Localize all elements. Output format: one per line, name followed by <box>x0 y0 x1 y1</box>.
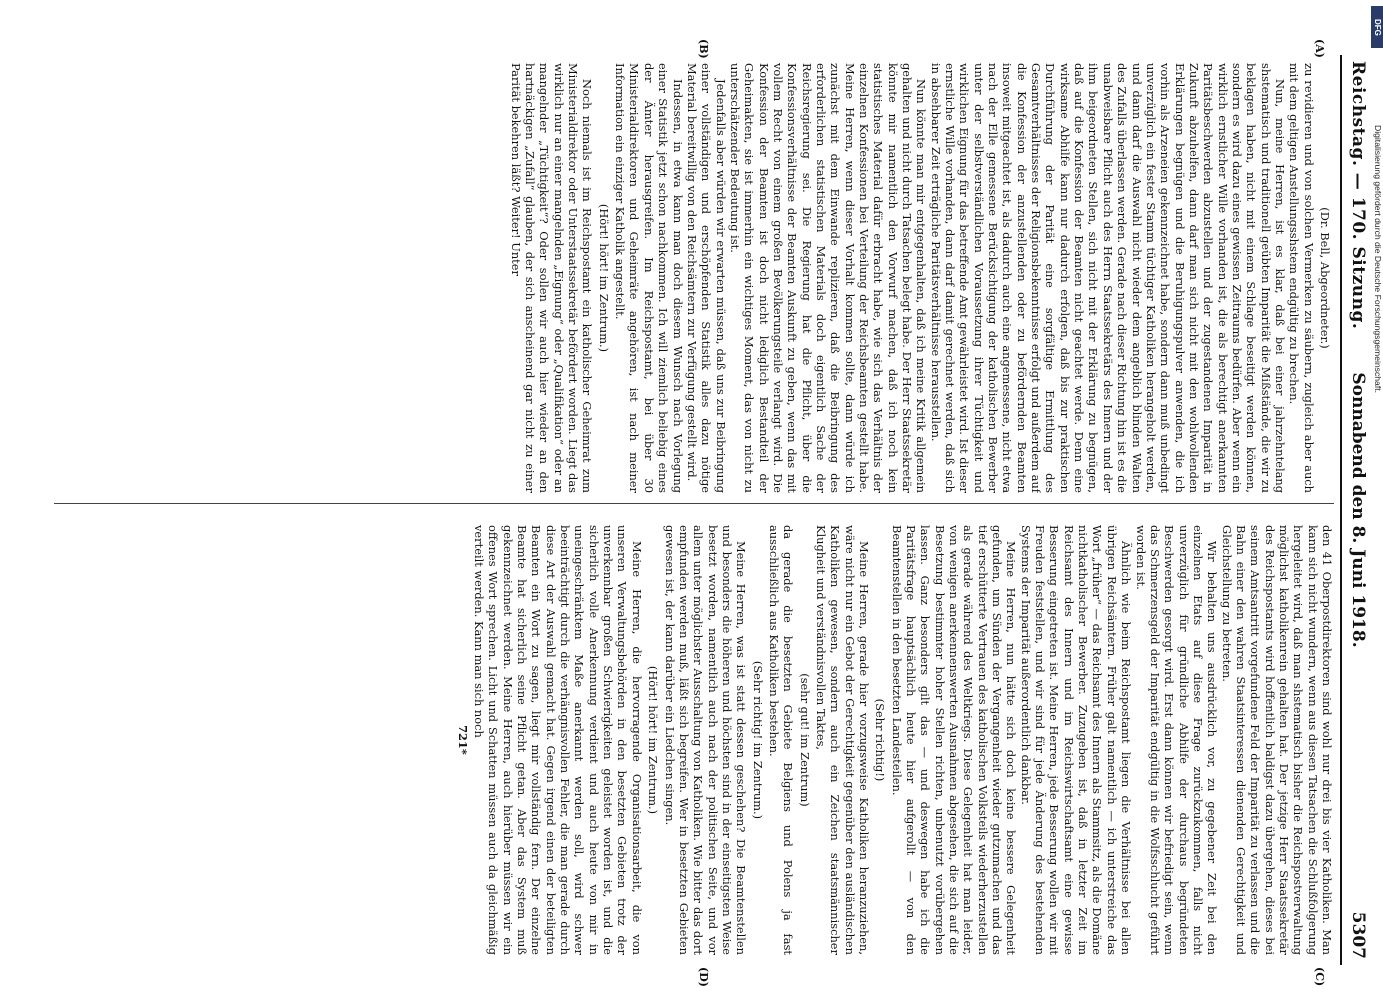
paragraph: Nun könnte man mir entgegenhalten, daß ich meine Kritik allgemein gehalten und nicht durch Tatsachen belegt habe. Der Herr Staatssekretär könnte mir namentlich den Vorwurf machen, daß ich noch kein statistisches Material dafür erbracht habe, wie sich das Verhältnis der einzelnen Konfessionen bei Verteilung der Reichsbeamten gestellt habe. Meine Herren, wenn dieser Vorhalt kommen sollte, dann würde ich zunächst mit dem Einwande replizieren, daß die Beibringung des erforderlichen statistischen Materials doch eigentlich Sache der Reichsregierung sei. Die Regierung hat die Pflicht, über die Konfessionsverhältnisse der Beamten Auskunft zu geben, wenn das mit vollem Recht von einem großen Bevölkerungsteile verlangt wird. Die Konfession der Beamten ist doch nicht lediglich Bestandteil der Geheimakten, sie ist immerhin ein wichtiges Moment, das von nicht zu unterschätzender Bedeutung ist. <box>727 63 929 493</box>
margin-mark-b: (B) <box>697 39 710 59</box>
paragraph: da gerade die besetzten Gebiete Belgiens und Polens ja fast ausschließlich aus Katholiken bestehen. <box>766 525 796 955</box>
interjection: (Sehr richtig!) <box>873 698 888 782</box>
document-page <box>40 39 1370 987</box>
interjection: (sehr gut! im Zentrum) <box>797 673 812 807</box>
speaker-note: (Dr. Bell, Abgeordneter.) <box>1318 207 1332 349</box>
header-page-number: 5307 <box>1348 911 1368 959</box>
paragraph: Meine Herren, nun hätte sich doch keine bessere Gelegenheit gefunden, um Sünden der Vergangenheit wieder gutzumachen und das tief erschütterte Vertrauen des katholischen Volksteils wiederherzustellen als gerade während des Weltkriegs. Diese Gelegenheit hat man leider, von wenigen anerkennenswerten Ausnahmen abgesehen, die sich auf die Besetzung bestimmter hoher Stellen richten, unbenutzt vorübergehen lassen. Ganz besonders gilt das — und deswegen habe ich die Paritätsfrage hauptsächlich heute hier aufgerollt — von den Beamtenstellen in den besetzten Landesteilen. <box>889 525 1019 955</box>
left-column <box>49 63 1334 493</box>
page-header <box>1344 55 1370 965</box>
paragraph: Jedenfalls aber würden wir erwarten müssen, daß uns zur Beibringung einer vollständigen und erschöpfenden Statistik alles dazu nötige Material bereitwillig von den Reichsämtern zur Verfügung gestellt wird. <box>684 63 728 493</box>
paragraph: Meine Herren, was ist statt dessen geschehen? Die Beamtenstellen und besonders die höheren und höchsten sind in der einseitigsten Weise besetzt worden, namentlich auch nach der politischen Seite, und vor allem unter möglichster Ausschaltung von Katholiken. Wie bitter das dort empfunden werden muß, läßt sich begreifen. Wer in besetzten Gebieten gewesen ist, der kann darüber ein Liedchen singen. <box>662 525 749 955</box>
header-date: Sonnabend den 8. Juni 1918. <box>1348 372 1368 648</box>
paragraph: den 41 Oberpostdirektoren sind wohl nur drei bis vier Katholiken. Man kann sich nicht wundern, wenn aus diesen Tatsachen die Schlußfolgerung hergeleitet wird, daß man shstematisch bisher die Reichspostverwaltung möglichst katholikenrein gehalten hat. Der jetzige Herr Staatssekretär des Reichspostamts wird hoffentlich baldigst dazu übergehen, dieses bei seinem Amtsantritt vorgefundene Feld der Imparität zu verlassen und die Bahn einer den wahren Staatsinteressen dienenden Gerechtigkeit und Gleichstellung zu betreten. <box>1219 525 1334 955</box>
interjection: (Hört! hört! im Zentrum.) <box>596 203 611 353</box>
digitization-credit <box>1373 125 1383 985</box>
interjection: (Sehr richtig! im Zentrum.) <box>750 660 765 820</box>
paragraph: Ähnlich wie beim Reichspostamt liegen die Verhältnisse bei allen übrigen Reichsämtern. Früher galt namentlich — ich unterstreiche das Wort „früher“ — das Reichsamt des Innern als Stammsitz, als die Domäne nichtkatholischer Bewerber. Zuzugeben ist, daß in letzter Zeit im Reichsamt des Innern und im Reichswirtschaftsamt eine gewisse Besserung eingetreten ist. Meine Herren, jede Besserung wollen wir mit Freuden feststellen, und wir sind für jede Änderung des bestehenden Systems der Imparität außerordentlich dankbar. <box>1018 525 1134 955</box>
paragraph: Indessen, in etwa kann man doch diesem Wunsch nach Vorlegung einer Statistik jetzt schon nachkommen. Ich will ziemlich beliebig eines der Ämter herausgreifen. Im Reichspostamt, bei über 30 Ministerialdirektoren und Geheimräte angehören, ist nach meiner Information ein einziger Katholik angestellt. <box>613 63 685 493</box>
paragraph: Wir behalten uns ausdrücklich vor, zu gegebener Zeit bei den einzelnen Etats auf diese Frage zurückzukommen, falls nicht unverzüglich für gründliche Abhilfe der durchaus begründeten Beschwerden gesorgt wird. Erst dann können wir befriedigt sein, wenn das Schmerzensgeld der Imparität endgültig in die Wolfsschlucht geführt worden ist. <box>1133 525 1220 955</box>
header-session: Reichstag. — 170. Sitzung. <box>1348 61 1368 330</box>
margin-mark-a: (A) <box>1313 39 1326 58</box>
credit-text: Digitalisierung gefördert durch die Deutsche Forschungsgemeinschaft. <box>1373 125 1383 393</box>
page-signature-mark: 721* <box>455 725 470 755</box>
header-rule <box>1340 55 1342 965</box>
margin-mark-c: (C) <box>1313 967 1326 987</box>
paragraph: Noch niemals ist im Reichspostamt ein katholischer Geheimrat zum Ministerialdirektor oder Unterstaatssekretär befördert worden. Liegt das wirklich nur an einer mangelnden „Eignung“ oder „Qualifikation“ oder an mangelnder „Tüchtigkeit“? Oder sollen wir auch hier wieder an den hartnäckigen „Zufall“ glauben, der sich anscheinend gar nicht zu einer Parität bekehren läßt? Weiter! Unter <box>508 63 595 493</box>
dfg-logo: DFG <box>1371 6 1383 48</box>
column-divider <box>54 503 1334 504</box>
interjection: (Hört! hört! im Zentrum.) <box>646 665 661 815</box>
margin-mark-d: (D) <box>697 967 710 987</box>
paragraph: Nun, meine Herren, ist es klar, daß bei einer jahrzehntelang shstematisch und traditionell geübten Imparität die Mißstände, die wir zu beklagen haben, nicht mit einem Schlage beseitigt werden können, sondern es wird dazu eines gewissen Zeitraums bedürfen. Aber wenn ein wirklich ernstlicher Wille vorhanden ist, die als berechtigt anerkannten Paritätsbeschwerden abzustellen und der zugestandenen Imparität in Zukunft abzuhelfen, dann darf man sich nicht mit den wohlwollenden Erklärungen begnügen und die Beruhigungspulver anwenden, die ich vorhin als Arzeneien gekennzeichnet habe, sondern dann muß unbedingt unverzüglich ein fester Stamm tüchtiger Katholiken herangeholt werden, und dann darf die Auswahl nicht wieder dem angeblich blinden Walten des Zufalls überlassen werden. Gerade nach dieser Richtung hin ist es die unabweisbare Pflicht auch des Herrn Staatssekretärs des Innern und der ihm beigeordneten Stellen, sich nicht mit der Erklärung zu begnügen, daß auf die Konfession der Beamten nicht geachtet werde. Denn eine wirksame Abhilfe kann nur dadurch erfolgen, daß bis zur praktischen Durchführung der Parität eine sorgfältige Ermittlung des Gesamtverhältnisses der Religionsbekenntnisse erfolgt und außerdem auf die Konfession der anzustellenden oder zu befördernden Beamten insoweit mitgeachtet ist, als dadurch auch eine angemessene, nicht etwa nach der Elle gemessene Berücksichtigung der katholischen Bewerber unter der selbstverständlichen Voraussetzung ihrer Tüchtigkeit und wirklichen Eignung für das betreffende Amt gewährleistet wird. Ist dieser ernstliche Wille vorhanden, dann darf damit gerechnet werden, daß sich in absehbarer Zeit erträgliche Paritätsverhältnisse herausstellen. <box>928 63 1287 493</box>
paragraph: Meine Herren, die hervorragende Organisationsarbeit, die von unseren Verwaltungsbehörden in den besetzten Gebieten trotz der unverkennbar großen Schwierigkeiten geleistet worden ist, und die sicherlich volle Anerkennung verdient und auch heute von mir in uneingeschränktem Maße anerkannt werden soll, wird schwer beeinträchtigt durch die verhängnisvollen Fehler, die man gerade durch diese Art der Auswahl gemacht hat. Gegen irgend einen der beteiligten Beamten ein Wort zu sagen, liegt mir vollständig fern. Der einzelne Beamte hat sicherlich seine Pflicht getan. Aber das System muß gekennzeichnet werden. Meine Herren, auch hierüber müssen wir ein offenes Wort sprechen. Licht und Schatten müssen auch da gleichmäßig verteilt werden. Kann man sich noch <box>472 525 644 955</box>
paragraph: Meine Herren, gerade hier vorzugsweise Katholiken heranzuziehen, wäre nicht nur ein Gebot der Gerechtigkeit gegenüber den ausländischen Katholiken gewesen, sondern auch ein Zeichen staatsmännischer Klugheit und verständnisvollen Taktes, <box>813 525 871 955</box>
right-column <box>49 525 1334 955</box>
paragraph: zu revidieren und von solchen Vermerken zu säubern, zugleich aber auch mit dem geltigen Anstellungsshstem endgültig zu brechen. <box>1287 63 1316 493</box>
